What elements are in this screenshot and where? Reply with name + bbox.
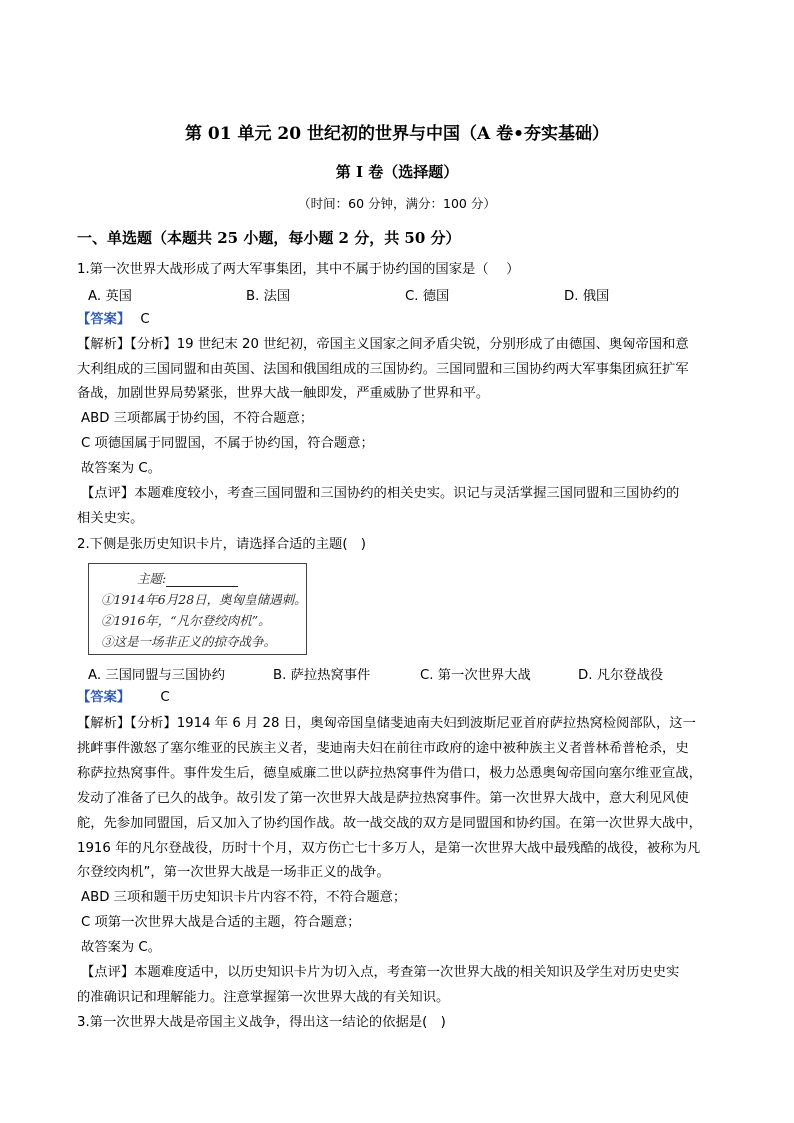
q1-analysis-line: 【解析】【分析】19 世纪末 20 世纪初，帝国主义国家之间矛盾尖锐，分别形成了由德国、奥匈帝国和意 xyxy=(77,337,689,352)
section-heading: 一、单选题（本题共 25 小题，每小题 2 分，共 50 分） xyxy=(77,229,461,247)
q1-stem: 1.第一次世界大战形成了两大军事集团，其中不属于协约国的国家是（ ） xyxy=(77,262,520,277)
answer-value: C xyxy=(140,312,150,327)
q1-analysis-line: C 项德国属于同盟国，不属于协约国，符合题意； xyxy=(81,436,374,451)
q2-analysis-line: 【解析】【分析】1914 年 6 月 28 日，奥匈帝国皇储斐迪南夫妇到波斯尼亚首府萨拉热窝检阅部队，这一 xyxy=(77,716,696,731)
q2-stem: 2.下侧是张历史知识卡片，请选择合适的主题( ) xyxy=(77,537,366,552)
history-knowledge-card xyxy=(88,563,307,655)
q1-analysis-line: 大利组成的三国同盟和由英国、法国和俄国组成的三国协约。三国同盟和三国协约两大军事集团疯狂扩军 xyxy=(77,362,689,377)
q3-stem: 3.第一次世界大战是帝国主义战争，得出这一结论的依据是( ) xyxy=(77,1015,446,1030)
time-info: （时间：60 分钟，满分：100 分） xyxy=(298,196,496,211)
q1-option-d: D. 俄国 xyxy=(564,289,610,304)
q1-analysis-line: 备战，加剧世界局势紧张，世界大战一触即发，严重威胁了世界和平。 xyxy=(77,386,490,401)
card-topic-label: 主题: xyxy=(137,571,167,586)
answer-label: 【答案】 xyxy=(77,312,131,327)
q2-analysis-line: 1916 年的凡尔登战役，历时十个月，双方伤亡七十多万人，是第一次世界大战中最残酷的战役，被称为凡 xyxy=(77,841,701,856)
answer-label: 【答案】 xyxy=(77,690,131,705)
q1-option-a: A. 英国 xyxy=(88,289,132,304)
q2-option-a: A. 三国同盟与三国协约 xyxy=(88,668,225,683)
q2-option-b: B. 萨拉热窝事件 xyxy=(273,668,371,683)
q1-comment-line: 【点评】本题难度较小，考查三国同盟和三国协约的相关史实。识记与灵活掌握三国同盟和三国协约的 xyxy=(81,486,680,501)
q2-answer xyxy=(77,688,170,708)
q1-analysis-line: 故答案为 C。 xyxy=(81,461,161,476)
q2-comment-line: 的准确识记和理解能力。注意掌握第一次世界大战的有关知识。 xyxy=(77,990,450,1005)
card-item: ③这是一场非正义的掠夺战争。 xyxy=(101,634,277,649)
q2-option-c: C. 第一次世界大战 xyxy=(420,668,531,683)
q2-analysis-line: 尔登绞肉机”，第一次世界大战是一场非正义的战争。 xyxy=(77,865,390,880)
q2-analysis-line: ABD 三项和题干历史知识卡片内容不符，不符合题意； xyxy=(81,890,407,905)
card-topic xyxy=(137,569,238,587)
card-topic-blank xyxy=(166,574,238,587)
q2-option-d: D. 凡尔登战役 xyxy=(578,668,664,683)
q2-analysis-line: 发动了准备了已久的战争。故引发了第一次世界大战是萨拉热窝事件。第一次世界大战中，意大利见风使 xyxy=(77,791,689,806)
q2-comment-line: 【点评】本题难度适中，以历史知识卡片为切入点，考查第一次世界大战的相关知识及学生对历史史实 xyxy=(81,965,680,980)
q1-option-b: B. 法国 xyxy=(246,289,291,304)
q2-analysis-line: 舵，先参加同盟国，后又加入了协约国作战。故一战交战的双方是同盟国和协约国。在第一次世界大战中， xyxy=(77,816,702,831)
q2-analysis-line: 挑衅事件激怒了塞尔维亚的民族主义者，斐迪南夫妇在前往市政府的途中被种族主义者普林希普枪杀，史 xyxy=(77,741,689,756)
q1-analysis-line: ABD 三项都属于协约国，不符合题意； xyxy=(81,411,314,426)
card-item: ②1916年，“凡尔登绞肉机”。 xyxy=(101,613,271,628)
q2-analysis-line: C 项第一次世界大战是合适的主题，符合题意； xyxy=(81,915,361,930)
q1-answer xyxy=(77,310,150,330)
q1-comment-line: 相关史实。 xyxy=(77,511,144,526)
answer-value: C xyxy=(160,690,170,705)
volume-subtitle: 第 I 卷（选择题） xyxy=(335,163,459,181)
q2-analysis-line: 称萨拉热窝事件。事件发生后，德皇威廉二世以萨拉热窝事件为借口，极力怂恿奥匈帝国向塞尔维亚宣战， xyxy=(77,766,702,781)
q2-analysis-line: 故答案为 C。 xyxy=(81,940,161,955)
q1-option-c: C. 德国 xyxy=(405,289,450,304)
card-item: ①1914年6月28日，奥匈皇储遇刺。 xyxy=(101,592,307,607)
page-title: 第 01 单元 20 世纪初的世界与中国（A 卷•夯实基础） xyxy=(185,124,609,144)
